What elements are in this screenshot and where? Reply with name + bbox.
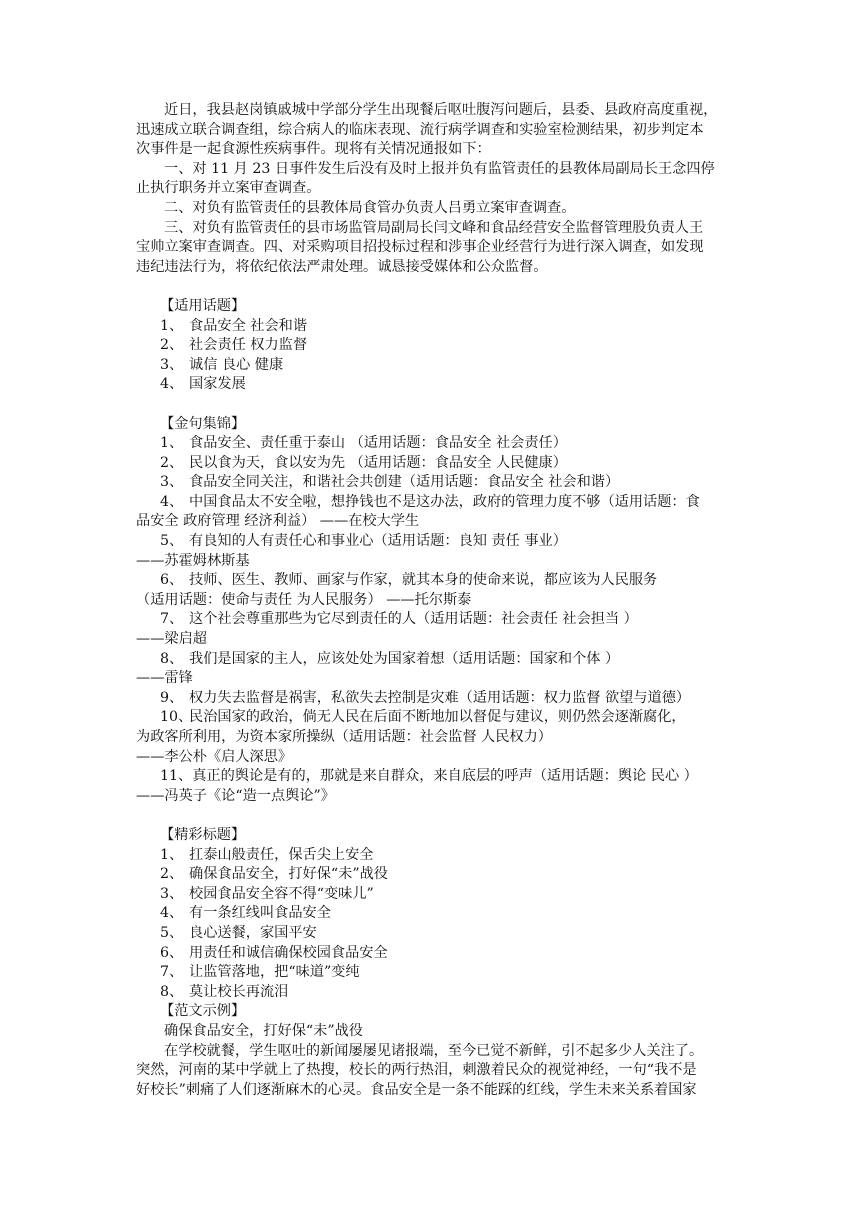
intro-line: 二、对负有监管责任的县教体局食管办负责人吕勇立案审查调查。: [164, 199, 576, 216]
quote-item: [136, 493, 730, 513]
item-number: 4、: [160, 493, 184, 510]
intro-line: 止执行职务并立案审查调查。: [136, 180, 321, 197]
quote-attribution: ——冯英子《论“造一点舆论”》: [136, 787, 335, 804]
title-item: [136, 983, 730, 1003]
item-number: 8、: [160, 983, 184, 1000]
item-number: 1、: [160, 846, 184, 863]
item-text: 食品安全、责任重于泰山 （适用话题：食品安全 社会责任）: [189, 435, 567, 452]
item-text: 民治国家的政治，倘无人民在后面不断地加以督促与建议，则仍然会逐渐腐化，: [189, 709, 686, 726]
essay-title: 确保食品安全，打好保“未”战役: [164, 1022, 363, 1039]
item-text: 校园食品安全容不得“变味儿”: [189, 885, 374, 902]
spacer: [136, 277, 730, 297]
item-text: 确保食品安全，打好保“未”战役: [189, 866, 388, 883]
title-item: [136, 865, 730, 885]
quote-attribution: ——梁启超: [136, 631, 207, 648]
item-number: 2、: [160, 337, 184, 354]
intro-line: 违纪违法行为，将依纪依法严肃处理。诚恳接受媒体和公众监督。: [136, 258, 548, 275]
item-number: 2、: [160, 454, 184, 471]
item-number: 7、: [160, 964, 184, 981]
quote-attribution: ——苏霍姆林斯基: [136, 552, 250, 569]
item-text: 有一条红线叫食品安全: [189, 905, 331, 922]
item-number: 2、: [160, 866, 184, 883]
item-number: 3、: [160, 885, 184, 902]
item-number: 10、: [160, 709, 193, 726]
titles-heading: 【精彩标题】: [160, 826, 246, 843]
item-number: 5、: [160, 924, 184, 941]
title-item: [136, 885, 730, 905]
quote-item: [136, 532, 730, 552]
quote-continuation: 品安全 政府管理 经济利益） ——在校大学生: [136, 513, 420, 530]
topic-item: [136, 356, 730, 376]
item-text: 权力失去监督是祸害，私欲失去控制是灾难（适用话题：权力监督 欲望与道德）: [189, 689, 691, 706]
quote-item: [136, 473, 730, 493]
item-number: 4、: [160, 376, 184, 393]
quote-item: 11、真正的舆论是有的，那就是来自群众，来自底层的呼声（适用话题：舆论 民心 ）: [160, 768, 698, 785]
item-number: 3、: [160, 356, 184, 373]
item-text: 食品安全 社会和谐: [189, 317, 308, 334]
quote-item: [136, 571, 730, 591]
item-text: 让监管落地，把“味道”变纯: [189, 964, 360, 981]
intro-line: 三、对负有监管责任的县市场监管局副局长闫文峰和食品经营安全监督管理股负责人王: [164, 219, 704, 236]
item-number: 9、: [160, 689, 184, 706]
item-text: 我们是国家的主人，应该处处为国家着想（适用话题：国家和个体 ）: [189, 650, 620, 667]
quote-item: [136, 689, 730, 709]
item-text: 食品安全同关注，和谐社会共创建（适用话题：食品安全 社会和谐）: [189, 474, 620, 491]
title-item: [136, 904, 730, 924]
item-text: 国家发展: [189, 376, 246, 393]
item-number: 1、: [160, 317, 184, 334]
quote-item: [136, 708, 730, 728]
topic-item: [136, 317, 730, 337]
quote-item: [136, 650, 730, 670]
title-item: [136, 944, 730, 964]
item-number: 4、: [160, 905, 184, 922]
intro-line: 宝帅立案审查调查。四、对采购项目招投标过程和涉事企业经营行为进行深入调查，如发现: [136, 239, 704, 256]
title-item: [136, 924, 730, 944]
topic-item: [136, 375, 730, 395]
item-text: 中国食品太不安全啦，想挣钱也不是这办法，政府的管理力度不够（适用话题：食: [189, 493, 700, 510]
item-number: 5、: [160, 533, 184, 550]
intro-line: 次事件是一起食源性疾病事件。现将有关情况通报如下：: [136, 141, 491, 158]
item-text: 民以食为天，食以安为先 （适用话题：食品安全 人民健康）: [189, 454, 567, 471]
intro-line: 近日，我县赵岗镇戚城中学部分学生出现餐后呕吐腹泻问题后，县委、县政府高度重视，: [164, 102, 718, 118]
quotes-heading: 【金句集锦】: [160, 415, 246, 432]
spacer: [136, 395, 730, 415]
item-number: 6、: [160, 572, 184, 589]
spacer: [136, 806, 730, 826]
essay-line: 在学校就餐，学生呕吐的新闻屡屡见诸报端，至今已觉不新鲜，引不起多少人关注了。: [164, 1042, 704, 1059]
quote-attribution: ——雷锋: [136, 670, 193, 687]
quote-item: [136, 610, 730, 630]
quote-item: [136, 434, 730, 454]
item-text: 用责任和诚信确保校园食品安全: [189, 944, 388, 961]
item-text: 社会责任 权力监督: [189, 337, 308, 354]
item-text: 莫让校长再流泪: [189, 983, 289, 1000]
item-number: 6、: [160, 944, 184, 961]
item-text: 这个社会尊重那些为它尽到责任的人（适用话题：社会责任 社会担当 ）: [189, 611, 638, 628]
title-item: [136, 963, 730, 983]
intro-line: 迅速成立联合调查组，综合病人的临床表现、流行病学调查和实验室检测结果，初步判定本: [136, 121, 704, 138]
item-number: 3、: [160, 474, 184, 491]
quote-continuation: 为政客所利用，为资本家所操纵（适用话题：社会监督 人民权力）: [136, 729, 552, 745]
quote-item: [136, 454, 730, 474]
essay-line: 突然，河南的某中学就上了热搜，校长的两行热泪，刺激着民众的视觉神经，一句“我不是: [136, 1062, 697, 1079]
item-number: 7、: [160, 611, 184, 628]
essay-heading: 【范文示例】: [160, 1003, 246, 1020]
item-text: 诚信 良心 健康: [189, 356, 284, 373]
item-number: 1、: [160, 435, 184, 452]
item-text: 技师、医生、教师、画家与作家，就其本身的使命来说，都应该为人民服务: [189, 572, 658, 589]
item-number: 8、: [160, 650, 184, 667]
document-body: [136, 101, 730, 1100]
quote-continuation: （适用话题：使命与责任 为人民服务） ——托尔斯泰: [136, 591, 472, 608]
item-text: 良心送餐，家国平安: [189, 924, 317, 941]
item-text: 有良知的人有责任心和事业心（适用话题：良知 责任 事业）: [189, 533, 567, 550]
intro-line: 一、对 11 月 23 日事件发生后没有及时上报并负有监管责任的县教体局副局长王念四停: [164, 160, 715, 177]
topic-item: [136, 336, 730, 356]
quote-attribution: ——李公朴《启人深思》: [136, 748, 293, 765]
item-text: 扛泰山般责任，保舌尖上安全: [189, 846, 374, 863]
title-item: [136, 846, 730, 866]
essay-line: 好校长”刺痛了人们逐渐麻木的心灵。食品安全是一条不能踩的红线，学生未来关系着国家: [136, 1081, 697, 1098]
topics-heading: 【适用话题】: [160, 297, 246, 314]
